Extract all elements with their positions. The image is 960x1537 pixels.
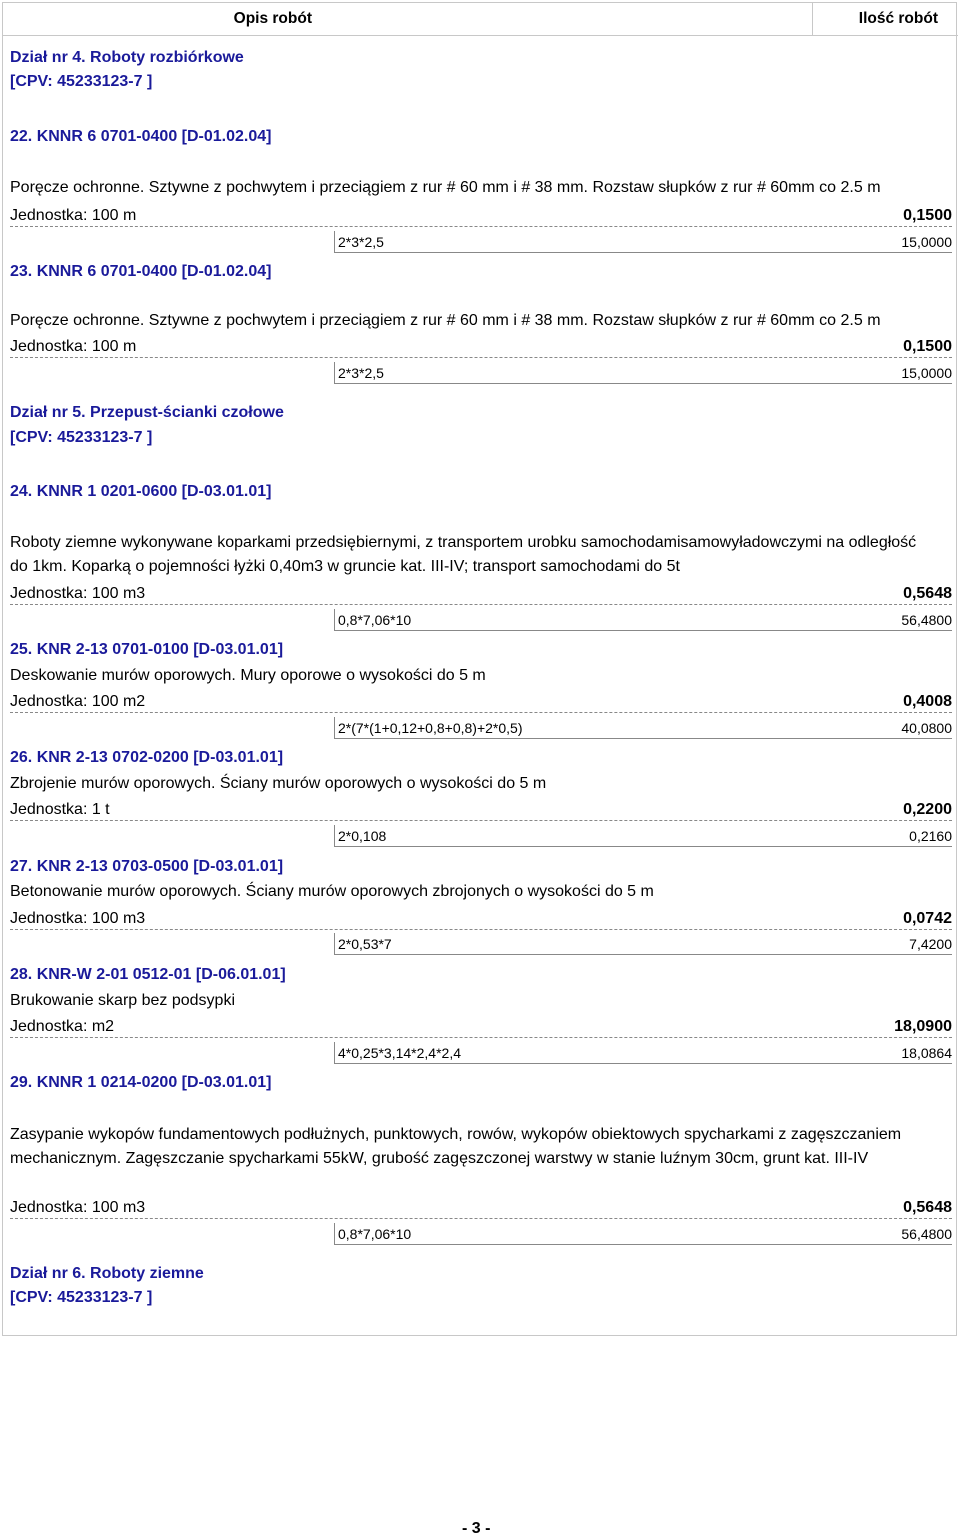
calc-value: 18,0864 xyxy=(901,1045,952,1061)
calc-row xyxy=(334,1223,952,1245)
calc-row xyxy=(334,933,952,955)
header-ilosc-label: Ilość robót xyxy=(858,10,938,27)
calc-formula: 0,8*7,06*10 xyxy=(338,1226,412,1242)
unit-label: Jednostka: m2 xyxy=(10,1018,115,1035)
unit-label: Jednostka: 100 m xyxy=(10,338,137,355)
unit-qty: 0,1500 xyxy=(903,207,952,224)
calc-value: 15,0000 xyxy=(901,234,952,250)
item-desc: Deskowanie murów oporowych. Mury oporowe o wysokości do 5 m xyxy=(10,667,486,684)
unit-label: Jednostka: 100 m xyxy=(10,207,137,224)
calc-value: 56,4800 xyxy=(901,1226,952,1242)
unit-row xyxy=(10,691,952,713)
page-number: - 3 - xyxy=(462,1520,491,1537)
item-code: 29. KNNR 1 0214-0200 [D-03.01.01] xyxy=(10,1074,272,1091)
unit-label: Jednostka: 100 m3 xyxy=(10,910,146,927)
calc-formula: 2*3*2,5 xyxy=(338,365,384,381)
calc-formula: 2*0,53*7 xyxy=(338,936,392,952)
unit-qty: 0,1500 xyxy=(903,338,952,355)
unit-label: Jednostka: 100 m3 xyxy=(10,1199,146,1216)
section-title: Dział nr 6. Roboty ziemne xyxy=(10,1265,204,1282)
item-desc: Roboty ziemne wykonywane koparkami przedsiębiernymi, z transportem urobku samochodamisamowyładowczymi na odległość do 1km. Koparką o pojemności łyżki 0,40m3 w gruncie kat. III-IV; transport samochodami do 5t xyxy=(10,534,917,575)
unit-row xyxy=(10,336,952,358)
item-code: 23. KNNR 6 0701-0400 [D-01.02.04] xyxy=(10,263,272,280)
unit-row xyxy=(10,1016,952,1038)
item-desc: Zbrojenie murów oporowych. Ściany murów oporowych o wysokości do 5 m xyxy=(10,775,547,792)
calc-formula: 2*3*2,5 xyxy=(338,234,384,250)
unit-label: Jednostka: 1 t xyxy=(10,801,110,818)
section-cpv: [CPV: 45233123-7 ] xyxy=(10,73,153,90)
section-cpv: [CPV: 45233123-7 ] xyxy=(10,1289,153,1306)
calc-row xyxy=(334,825,952,847)
calc-row xyxy=(334,231,952,253)
calc-formula: 2*0,108 xyxy=(338,828,387,844)
item-desc: Poręcze ochronne. Sztywne z pochwytem i przeciągiem z rur # 60 mm i # 38 mm. Rozstaw słupków z rur # 60mm co 2.5 m xyxy=(10,312,881,329)
unit-row xyxy=(10,205,952,227)
calc-row xyxy=(334,717,952,739)
calc-formula: 2*(7*(1+0,12+0,8+0,8)+2*0,5) xyxy=(338,720,523,736)
item-code: 28. KNR-W 2-01 0512-01 [D-06.01.01] xyxy=(10,966,286,983)
section-cpv: [CPV: 45233123-7 ] xyxy=(10,429,153,446)
header-opis-label: Opis robót xyxy=(233,10,312,27)
item-code: 22. KNNR 6 0701-0400 [D-01.02.04] xyxy=(10,128,272,145)
unit-qty: 0,5648 xyxy=(903,585,952,602)
calc-row xyxy=(334,609,952,631)
unit-label: Jednostka: 100 m3 xyxy=(10,585,146,602)
unit-qty: 0,0742 xyxy=(903,910,952,927)
calc-row xyxy=(334,362,952,384)
item-desc: Poręcze ochronne. Sztywne z pochwytem i przeciągiem z rur # 60 mm i # 38 mm. Rozstaw słupków z rur # 60mm co 2.5 m xyxy=(10,179,881,196)
calc-value: 0,2160 xyxy=(909,828,952,844)
item-code: 25. KNR 2-13 0701-0100 [D-03.01.01] xyxy=(10,641,284,658)
unit-row xyxy=(10,1197,952,1219)
calc-formula: 4*0,25*3,14*2,4*2,4 xyxy=(338,1045,461,1061)
section-title: Dział nr 5. Przepust-ścianki czołowe xyxy=(10,404,284,421)
header-ilosc xyxy=(813,3,958,36)
unit-row xyxy=(10,799,952,821)
item-code: 24. KNNR 1 0201-0600 [D-03.01.01] xyxy=(10,483,272,500)
calc-value: 40,0800 xyxy=(901,720,952,736)
calc-value: 7,4200 xyxy=(909,936,952,952)
calc-value: 56,4800 xyxy=(901,612,952,628)
unit-row xyxy=(10,908,952,930)
header-opis xyxy=(3,3,813,36)
unit-row xyxy=(10,583,952,605)
item-code: 27. KNR 2-13 0703-0500 [D-03.01.01] xyxy=(10,858,284,875)
unit-qty: 0,4008 xyxy=(903,693,952,710)
item-code: 26. KNR 2-13 0702-0200 [D-03.01.01] xyxy=(10,749,284,766)
item-desc: Zasypanie wykopów fundamentowych podłużnych, punktowych, rowów, wykopów obiektowych spycharkami z zagęszczaniem mechanicznym. Zagęszczanie spycharkami 55kW, grubość zagęszczonej warstwy w stanie luźnym 30cm, grunt kat. III-IV xyxy=(10,1126,902,1167)
item-desc: Betonowanie murów oporowych. Ściany murów oporowych zbrojonych o wysokości do 5 m xyxy=(10,883,654,900)
calc-formula: 0,8*7,06*10 xyxy=(338,612,412,628)
calc-value: 15,0000 xyxy=(901,365,952,381)
unit-qty: 0,2200 xyxy=(903,801,952,818)
calc-row xyxy=(334,1042,952,1064)
unit-qty: 18,0900 xyxy=(894,1018,952,1035)
section-title: Dział nr 4. Roboty rozbiórkowe xyxy=(10,49,244,66)
unit-qty: 0,5648 xyxy=(903,1199,952,1216)
item-desc: Brukowanie skarp bez podsypki xyxy=(10,992,236,1009)
unit-label: Jednostka: 100 m2 xyxy=(10,693,146,710)
